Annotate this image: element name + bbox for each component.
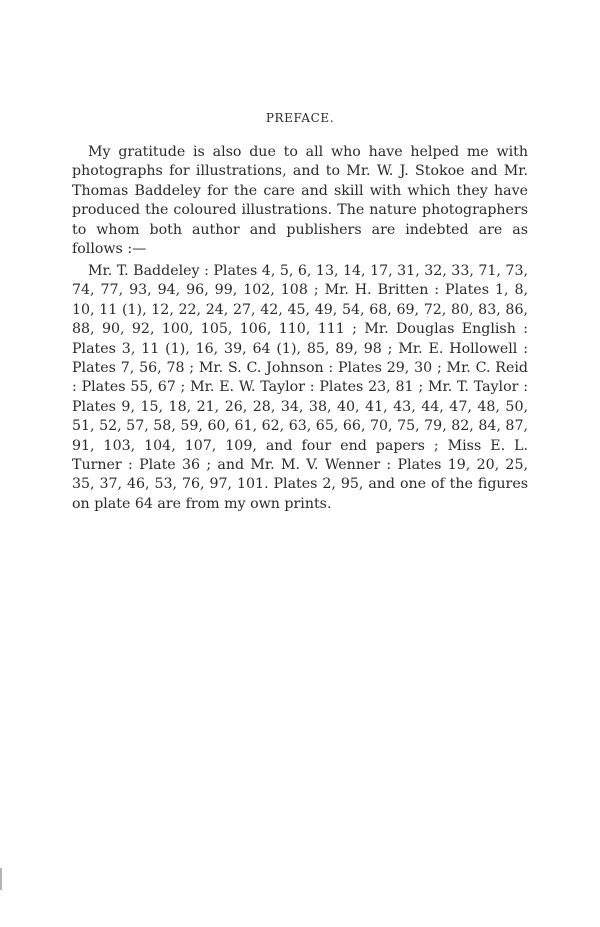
preface-paragraph-1 [72, 143, 528, 259]
page-heading: PREFACE. [265, 111, 335, 125]
paragraph-text: My gratitude is also due to all who have helped me with photographs for illustrations, and to Mr. W. J. Stokoe and Mr. Thomas Baddeley for the care and skill with which they have produced the coloured illustrations. The nature photographers to whom both author and publishers are indebted are as follows :— [72, 144, 528, 258]
paragraph-text: Mr. T. Baddeley : Plates 4, 5, 6, 13, 14, 17, 31, 32, 33, 71, 73, 74, 77, 93, 94, 96, 99, 102, 108 ; Mr. H. Britten : Plates 1, 8, 10, 11 (1), 12, 22, 24, 27, 42, 45, 49, 54, 68, 69, 72, 80, 83, 86, 88, 90, 92, 100, 105, 106, 110, 111 ; Mr. Douglas English : Plates 3, 11 (1), 16, 39, 64 (1), 85, 89, 98 ; Mr. E. Hollowell : Plates 7, 56, 78 ; Mr. S. C. Johnson : Plates 29, 30 ; Mr. C. Reid : Plates 55, 67 ; Mr. E. W. Taylor : Plates 23, 81 ; Mr. T. Taylor : Plates 9, 15, 18, 21, 26, 28, 34, 38, 40, 41, 43, 44, 47, 48, 50, 51, 52, 57, 58, 59, 60, 61, 62, 63, 65, 66, 70, 75, 79, 82, 84, 87, 91, 103, 104, 107, 109, and four end papers ; Miss E. L. Turner : Plate 36 ; and Mr. M. V. Wenner : Plates 19, 20, 25, 35, 37, 46, 53, 76, 97, 101. Plates 2, 95, and one of the figures on plate 64 are from my own prints. [72, 263, 528, 512]
preface-paragraph-2 [72, 262, 528, 514]
scan-edge-mark [0, 868, 2, 890]
